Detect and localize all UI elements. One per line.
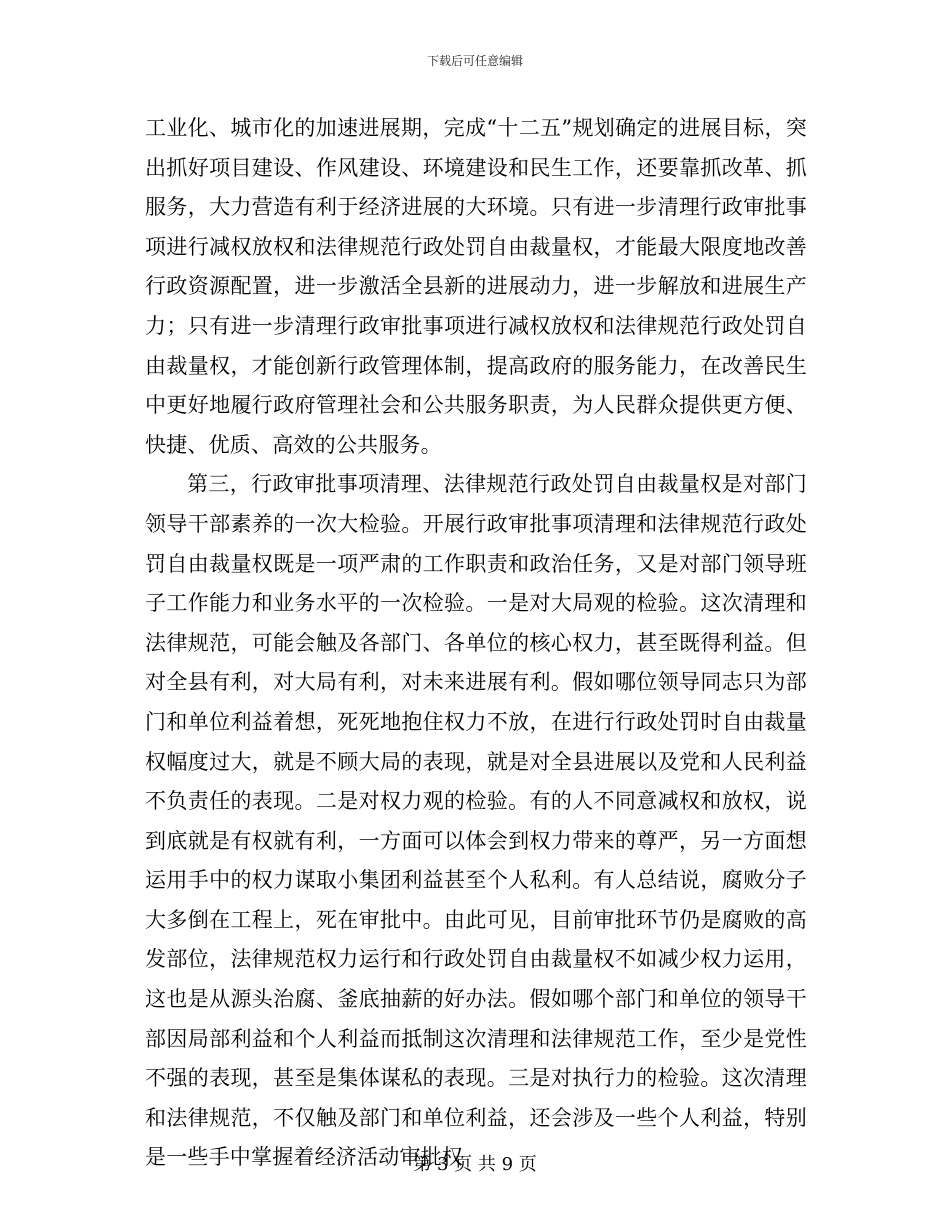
page-number: 第 3 页 共 9 页 xyxy=(413,1154,537,1175)
paragraph-continuation: 工业化、城市化的加速进展期，完成“十二五”规划确定的进展目标，突出抓好项目建设、作风建设、环境建设和民生工作，还要靠抓改革、抓服务，大力营造有利于经济进展的大环境。只有进一步清理行政审批事项进行减权放权和法律规范行政处罚自由裁量权，才能最大限度地改善行政资源配置，进一步激活全县新的进展动力，进一步解放和进展生产力；只有进一步清理行政审批事项进行减权放权和法律规范行政处罚自由裁量权，才能创新行政管理体制，提高政府的服务能力，在改善民生中更好地履行政府管理社会和公共服务职责，为人民群众提供更方便、快捷、优质、高效的公共服务。 xyxy=(145,116,807,457)
page-header: 下载后可任意编辑 xyxy=(426,54,523,68)
paragraph-third-point: 第三，行政审批事项清理、法律规范行政处罚自由裁量权是对部门领导干部素养的一次大检验。开展行政审批事项清理和法律规范行政处罚自由裁量权既是一项严肃的工作职责和政治任务，又是对部门领导班子工作能力和业务水平的一次检验。一是对大局观的检验。这次清理和法律规范，可能会触及各部门、各单位的核心权力，甚至既得利益。但对全县有利，对大局有利，对未来进展有利。假如哪位领导同志只为部门和单位利益着想，死死地抱住权力不放，在进行行政处罚时自由裁量权幅度过大，就是不顾大局的表现，就是对全县进展以及党和人民利益不负责任的表现。二是对权力观的检验。有的人不同意减权和放权，说到底就是有权就有利，一方面可以体会到权力带来的尊严，另一方面想运用手中的权力谋取小集团利益甚至个人私利。有人总结说，腐败分子大多倒在工程上，死在审批中。由此可见，目前审批环节仍是腐败的高发部位，法律规范权力运行和行政处罚自由裁量权不如减少权力运用，这也是从源头治腐、釜底抽薪的好办法。假如哪个部门和单位的领导干部因局部利益和个人利益而抵制这次清理和法律规范工作，至少是党性不强的表现，甚至是集体谋私的表现。三是对执行力的检验。这次清理和法律规范，不仅触及部门和单位利益，还会涉及一些个人利益，特别是一些手中掌握着经济活动审批权 xyxy=(145,472,807,1170)
document-body xyxy=(145,109,807,1178)
